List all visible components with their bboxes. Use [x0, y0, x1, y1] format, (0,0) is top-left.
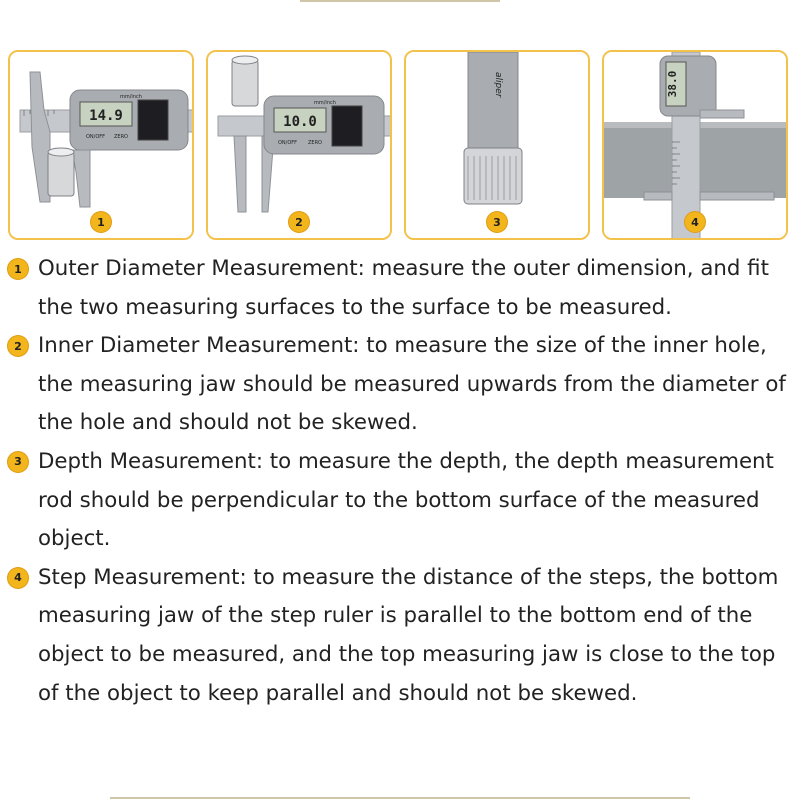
step-text: Step Measurement: to measure the distance of the steps, the bottom measuring jaw of the step ruler is parallel to the bottom end of the object to be measured, and the top measuring jaw is close to the top of the object to keep parallel and should not be skewed.	[38, 564, 779, 706]
top-divider	[300, 0, 500, 2]
zero-label: ZERO	[114, 134, 128, 140]
step-number-badge: 4	[8, 568, 28, 588]
panel-number-badge: 3	[487, 212, 507, 232]
instruction-list	[8, 250, 798, 713]
panel-number-badge: 4	[685, 212, 705, 232]
on-off-label: ON/OFF	[278, 140, 298, 146]
lcd-reading: 14.9	[89, 108, 123, 124]
step-text: Outer Diameter Measurement: measure the outer dimension, and fit the two measuring surfaces to the surface to be measured.	[38, 256, 769, 320]
on-off-label: ON/OFF	[86, 134, 106, 140]
panel-number-badge: 1	[91, 212, 111, 232]
illustration-panel-inner-diameter	[206, 50, 392, 240]
bottom-divider	[110, 797, 690, 799]
panel-number-badge: 2	[289, 212, 309, 232]
unit-label: mm/inch	[120, 94, 142, 100]
step-text: Inner Diameter Measurement: to measure the size of the inner hole, the measuring jaw should be measured upwards from the diameter of the hole and should not be skewed.	[38, 333, 786, 436]
lcd-reading: 10.0	[283, 114, 317, 130]
illustration-panel-depth	[404, 50, 590, 240]
beam-label: aliper	[493, 72, 503, 98]
lcd-reading: 38.0	[666, 70, 679, 98]
illustration-panel-step	[602, 50, 788, 240]
instruction-step-step	[8, 559, 798, 713]
step-text: Depth Measurement: to measure the depth, the depth measurement rod should be perpendicular to the bottom surface of the measured object.	[38, 448, 774, 552]
step-number-badge: 2	[8, 336, 28, 356]
instruction-step-depth	[8, 443, 798, 559]
step-number-badge: 1	[8, 259, 28, 279]
illustration-panel-outer-diameter	[8, 50, 194, 240]
step-number-badge: 3	[8, 452, 28, 472]
unit-label: mm/inch	[314, 100, 336, 106]
zero-label: ZERO	[308, 140, 322, 146]
instruction-step-inner-diameter	[8, 327, 798, 443]
instruction-step-outer-diameter	[8, 250, 798, 327]
